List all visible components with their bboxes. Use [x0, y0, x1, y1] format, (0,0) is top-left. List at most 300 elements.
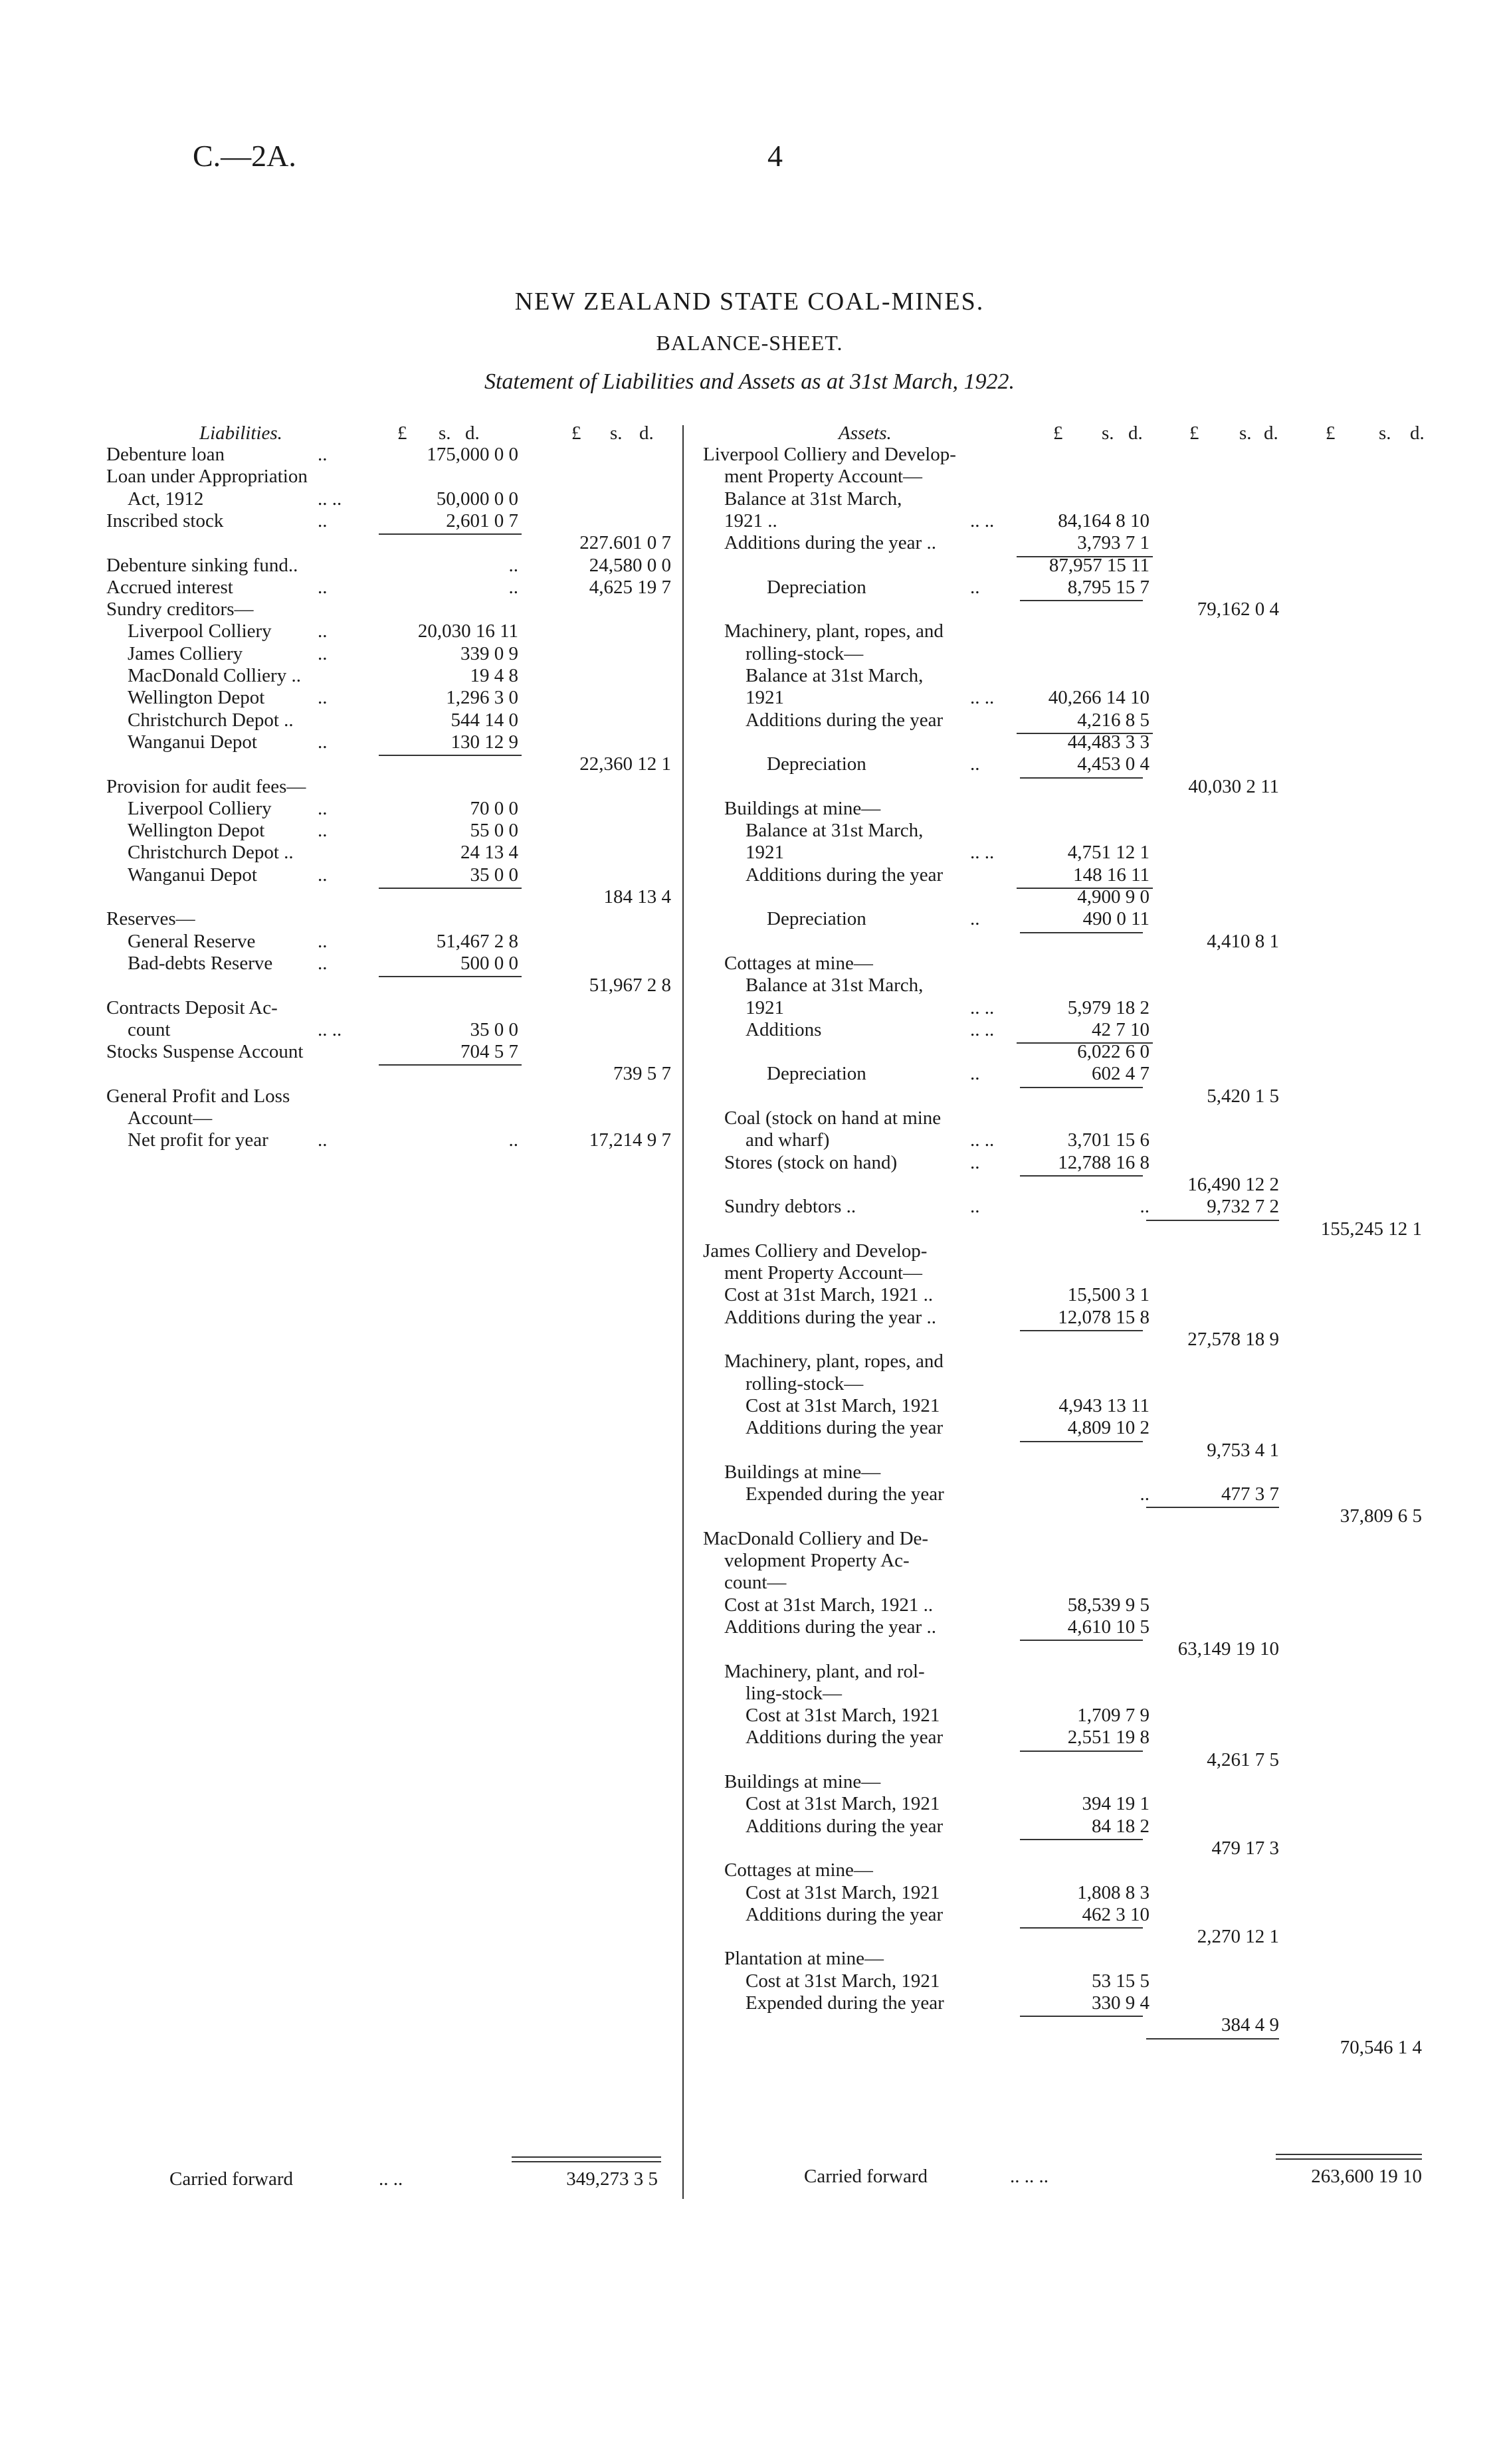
- liabilities-amount-c1: 2,601 0 7: [446, 510, 518, 531]
- assets-row-label: ling-stock—: [746, 1682, 842, 1704]
- assets-row: [0, 2014, 1499, 2036]
- assets-row: [0, 1992, 1499, 2014]
- assets-row: [0, 1572, 1499, 1594]
- assets-total-rule: [1020, 932, 1143, 933]
- liabilities-heading: Liabilities.: [199, 423, 282, 444]
- assets-row-label: Cost at 31st March, 1921: [746, 1881, 940, 1903]
- assets-row-label: Liverpool Colliery and Develop-: [703, 444, 956, 465]
- assets-amount-c1: 4,809 10 2: [1067, 1417, 1149, 1439]
- assets-column-header: d.: [1264, 423, 1278, 444]
- assets-row-label: Machinery, plant, ropes, and: [724, 1351, 944, 1373]
- assets-row: [0, 1904, 1499, 1926]
- assets-row-label: Additions during the year ..: [724, 1616, 936, 1638]
- assets-total-rule: [1017, 556, 1153, 557]
- assets-amount-c1: 602 4 7: [1092, 1063, 1149, 1085]
- assets-total-rule: [1020, 1839, 1143, 1840]
- assets-row-leader: .. ..: [970, 1018, 995, 1040]
- assets-row-label: Depreciation: [767, 908, 866, 930]
- assets-row: [0, 886, 1499, 908]
- assets-row-label: 1921: [746, 687, 784, 709]
- assets-row-label: count—: [724, 1572, 787, 1594]
- assets-column-header: £: [1326, 423, 1336, 444]
- assets-row: [0, 444, 1499, 466]
- assets-amount-c1: 490 0 11: [1082, 908, 1149, 930]
- assets-total-rule: [1020, 2016, 1143, 2017]
- liabilities-row-leader: ..: [318, 952, 328, 974]
- liabilities-amount-c1: ..: [508, 554, 518, 576]
- assets-total-rule: [1020, 1330, 1143, 1331]
- assets-row: [0, 1771, 1499, 1793]
- page-title: NEW ZEALAND STATE COAL-MINES.: [514, 288, 985, 316]
- liabilities-row-leader: ..: [318, 820, 328, 842]
- assets-amount-c2: 63,149 19 10: [1177, 1638, 1279, 1660]
- assets-row-label: Machinery, plant, ropes, and: [724, 620, 944, 642]
- assets-row: [0, 953, 1499, 975]
- assets-row: [0, 1152, 1499, 1174]
- liabilities-row-label: count: [128, 1018, 171, 1040]
- assets-row: [0, 1594, 1499, 1616]
- assets-total-rule: [1020, 1751, 1143, 1752]
- assets-row-label: Balance at 31st March,: [746, 820, 924, 842]
- assets-amount-c1: 1,808 8 3: [1077, 1881, 1149, 1903]
- assets-amount-c2: 9,732 7 2: [1207, 1196, 1279, 1218]
- assets-row-label: ment Property Account—: [724, 1262, 923, 1284]
- assets-row-label: ment Property Account—: [724, 466, 923, 488]
- liabilities-row-leader: ..: [318, 1129, 328, 1151]
- liabilities-amount-c1: 35 0 0: [470, 864, 518, 886]
- assets-row: [0, 1505, 1499, 1527]
- assets-row-label: MacDonald Colliery and De-: [703, 1527, 929, 1549]
- assets-row: [0, 1174, 1499, 1196]
- liabilities-row-label: General Profit and Loss: [106, 1085, 290, 1107]
- assets-row-label: Depreciation: [767, 1063, 866, 1085]
- assets-row-label: Additions during the year ..: [724, 532, 936, 554]
- assets-column-header: £: [1053, 423, 1063, 444]
- assets-row-label: Cost at 31st March, 1921: [746, 1793, 940, 1815]
- assets-row-label: Additions: [746, 1018, 822, 1040]
- assets-row: [0, 1816, 1499, 1838]
- assets-total-rule: [1017, 888, 1153, 889]
- liabilities-column-header: £: [571, 423, 581, 444]
- assets-amount-c1: 8,795 15 7: [1067, 576, 1149, 598]
- assets-row-leader: ..: [970, 1063, 980, 1085]
- liabilities-row-label: Contracts Deposit Ac-: [106, 996, 278, 1018]
- liabilities-amount-c1: 544 14 0: [450, 709, 518, 731]
- liabilities-amount-c2: 227.601 0 7: [579, 532, 671, 554]
- assets-total-rule: [1146, 2038, 1279, 2039]
- assets-amount-c3: 70,546 1 4: [1340, 2036, 1422, 2058]
- assets-column-header: £: [1189, 423, 1199, 444]
- assets-amount-c1: 3,701 15 6: [1067, 1129, 1149, 1151]
- assets-row-label: Additions during the year ..: [724, 1306, 936, 1328]
- liabilities-amount-c1: 175,000 0 0: [427, 444, 518, 465]
- assets-row: [0, 1859, 1499, 1881]
- liabilities-amount-c2: 22,360 12 1: [579, 753, 671, 775]
- assets-amount-c3: 37,809 6 5: [1340, 1505, 1422, 1527]
- assets-row-label: Additions during the year: [746, 709, 944, 731]
- assets-row: [0, 1462, 1499, 1483]
- assets-row: [0, 1749, 1499, 1771]
- assets-row: [0, 842, 1499, 864]
- assets-row: [0, 599, 1499, 620]
- assets-amount-c1: 4,943 13 11: [1058, 1394, 1149, 1416]
- assets-column-header: s.: [1102, 423, 1114, 444]
- liabilities-row-label: Reserves—: [106, 908, 195, 930]
- assets-row-label: Cost at 31st March, 1921: [746, 1394, 940, 1416]
- assets-row-label: Depreciation: [767, 753, 866, 775]
- assets-amount-c1: 4,900 9 0: [1077, 886, 1149, 907]
- assets-column-header: s.: [1239, 423, 1252, 444]
- assets-row-label: Cost at 31st March, 1921 ..: [724, 1594, 934, 1616]
- liabilities-column-header: £: [397, 423, 407, 444]
- assets-row-leader: ..: [970, 576, 980, 598]
- liabilities-row-leader: ..: [318, 731, 328, 753]
- document-reference: C.—2A.: [193, 139, 296, 173]
- assets-row: [0, 1638, 1499, 1660]
- assets-row-label: 1921: [746, 842, 784, 864]
- assets-row: [0, 1329, 1499, 1351]
- assets-row: [0, 1528, 1499, 1550]
- liabilities-amount-c1: 51,467 2 8: [436, 930, 518, 952]
- assets-amount-c2: 9,753 4 1: [1207, 1439, 1279, 1461]
- assets-row: [0, 1395, 1499, 1417]
- liabilities-row-label: Inscribed stock: [106, 510, 224, 531]
- assets-row: [0, 1970, 1499, 1992]
- assets-row-label: Cost at 31st March, 1921 ..: [724, 1284, 934, 1306]
- page-subtitle: BALANCE-SHEET.: [656, 331, 843, 355]
- assets-row: [0, 1793, 1499, 1815]
- assets-row-label: Buildings at mine—: [724, 797, 881, 819]
- liabilities-row-label: James Colliery: [128, 642, 243, 664]
- assets-total-rule: [1020, 1640, 1143, 1641]
- assets-row: [0, 488, 1499, 510]
- liabilities-amount-c1: 704 5 7: [460, 1041, 518, 1063]
- liabilities-row-leader: ..: [318, 444, 328, 465]
- assets-amount-c1: 462 3 10: [1082, 1903, 1149, 1925]
- assets-total-rule: [1017, 1042, 1153, 1044]
- assets-row: [0, 864, 1499, 886]
- page-number: 4: [767, 139, 783, 173]
- assets-row-label: Additions during the year: [746, 1903, 944, 1925]
- assets-row: [0, 577, 1499, 599]
- liabilities-column-header: d.: [639, 423, 654, 444]
- assets-amount-c1: 44,483 3 3: [1067, 731, 1149, 753]
- assets-row-label: Stores (stock on hand): [724, 1151, 898, 1173]
- liabilities-amount-c1: ..: [508, 1129, 518, 1151]
- liabilities-amount-c1: 70 0 0: [470, 797, 518, 819]
- assets-row-label: Expended during the year: [746, 1992, 944, 2014]
- liabilities-carried-forward-total: 349,273 3 5: [566, 2168, 658, 2190]
- assets-amount-c1: 1,709 7 9: [1077, 1705, 1149, 1727]
- assets-row-leader: ..: [970, 1196, 980, 1218]
- assets-amount-c1: 3,793 7 1: [1077, 532, 1149, 554]
- assets-row: [0, 1307, 1499, 1329]
- assets-amount-c1: 84 18 2: [1092, 1815, 1149, 1837]
- assets-row-leader: .. ..: [970, 1129, 995, 1151]
- liabilities-row-label: Wanganui Depot: [128, 864, 257, 886]
- liabilities-row-leader: .. ..: [318, 488, 342, 510]
- assets-row-label: Expended during the year: [746, 1483, 944, 1505]
- liabilities-column-header: s.: [439, 423, 451, 444]
- assets-carried-forward-leader: .. .. ..: [1010, 2166, 1049, 2187]
- assets-row-leader: .. ..: [970, 510, 995, 531]
- assets-column-header: d.: [1128, 423, 1143, 444]
- assets-amount-c1: 4,610 10 5: [1067, 1616, 1149, 1638]
- assets-amount-c1: 6,022 6 0: [1077, 1041, 1149, 1063]
- assets-amount-c1: 148 16 11: [1073, 864, 1149, 886]
- assets-row-label: James Colliery and Develop-: [703, 1240, 928, 1262]
- assets-row: [0, 1086, 1499, 1107]
- assets-amount-c1: 40,266 14 10: [1048, 687, 1149, 709]
- assets-row: [0, 1107, 1499, 1129]
- assets-row-leader: .. ..: [970, 842, 995, 864]
- assets-amount-c1: 58,539 9 5: [1067, 1594, 1149, 1616]
- assets-row: [0, 1440, 1499, 1462]
- assets-row: [0, 1616, 1499, 1638]
- liabilities-row-label: Wellington Depot: [128, 687, 265, 709]
- assets-row: [0, 1661, 1499, 1683]
- assets-amount-c1: 394 19 1: [1082, 1793, 1149, 1815]
- assets-amount-c2: 479 17 3: [1211, 1837, 1279, 1859]
- assets-row: [0, 975, 1499, 996]
- assets-row: [0, 510, 1499, 532]
- liabilities-row-label: Sundry creditors—: [106, 599, 254, 620]
- liabilities-row-leader: ..: [318, 620, 328, 642]
- liabilities-carried-forward-label: Carried forward: [169, 2168, 293, 2190]
- assets-row-label: Balance at 31st March,: [746, 665, 924, 686]
- assets-amount-c1: 4,751 12 1: [1067, 842, 1149, 864]
- liabilities-row-label: Provision for audit fees—: [106, 775, 306, 797]
- assets-row-leader: .. ..: [970, 687, 995, 709]
- assets-amount-c1: ..: [1140, 1196, 1149, 1218]
- liabilities-amount-c2: 739 5 7: [613, 1063, 671, 1085]
- assets-row: [0, 753, 1499, 775]
- assets-total-rule: [1020, 1175, 1143, 1177]
- assets-row-label: Additions during the year: [746, 864, 944, 886]
- assets-column-header: s.: [1379, 423, 1391, 444]
- assets-row: [0, 1284, 1499, 1306]
- assets-row-label: Additions during the year: [746, 1417, 944, 1439]
- assets-amount-c2: 27,578 18 9: [1187, 1329, 1279, 1350]
- assets-row: [0, 620, 1499, 642]
- assets-amount-c1: 15,500 3 1: [1067, 1284, 1149, 1306]
- assets-row-label: Cost at 31st March, 1921: [746, 1970, 940, 1992]
- assets-row: [0, 731, 1499, 753]
- assets-amount-c1: 42 7 10: [1092, 1018, 1149, 1040]
- assets-row-label: Buildings at mine—: [724, 1771, 881, 1792]
- assets-amount-c2: 4,410 8 1: [1207, 930, 1279, 952]
- assets-row-label: Machinery, plant, and rol-: [724, 1660, 925, 1682]
- liabilities-row-leader: ..: [318, 642, 328, 664]
- liabilities-row-label: Wanganui Depot: [128, 731, 257, 753]
- liabilities-column-header: s.: [610, 423, 623, 444]
- assets-row-leader: .. ..: [970, 996, 995, 1018]
- assets-row: [0, 1218, 1499, 1240]
- assets-row-label: Buildings at mine—: [724, 1461, 881, 1483]
- assets-row-label: Plantation at mine—: [724, 1948, 884, 1970]
- assets-amount-c1: 4,453 0 4: [1077, 753, 1149, 775]
- assets-amount-c2: 4,261 7 5: [1207, 1749, 1279, 1770]
- assets-row-label: Depreciation: [767, 576, 866, 598]
- assets-amount-c3: 155,245 12 1: [1320, 1218, 1422, 1240]
- assets-row: [0, 1838, 1499, 1859]
- liabilities-amount-c1: 500 0 0: [460, 952, 518, 974]
- assets-carried-forward-label: Carried forward: [804, 2166, 928, 2187]
- liabilities-row-label: General Reserve: [128, 930, 256, 952]
- assets-amount-c1: 2,551 19 8: [1067, 1727, 1149, 1749]
- liabilities-row-leader: ..: [318, 930, 328, 952]
- assets-row-label: velopment Property Ac-: [724, 1550, 910, 1571]
- assets-row: [0, 643, 1499, 665]
- assets-row-label: Sundry debtors ..: [724, 1196, 856, 1218]
- liabilities-column-header: d.: [465, 423, 480, 444]
- assets-amount-c2: 384 4 9: [1221, 2014, 1279, 2036]
- assets-amount-c2: 477 3 7: [1221, 1483, 1279, 1505]
- assets-row-label: Balance at 31st March,: [746, 975, 924, 996]
- liabilities-row-leader: ..: [318, 576, 328, 598]
- liabilities-row-leader: ..: [318, 510, 328, 531]
- liabilities-amount-c2: 184 13 4: [603, 886, 671, 907]
- assets-row: [0, 1727, 1499, 1749]
- assets-row: [0, 997, 1499, 1019]
- assets-amount-c2: 2,270 12 1: [1197, 1926, 1279, 1948]
- assets-row: [0, 776, 1499, 798]
- assets-row: [0, 2037, 1499, 2059]
- liabilities-row-label: Act, 1912: [128, 488, 204, 510]
- liabilities-amount-c1: 1,296 3 0: [446, 687, 518, 709]
- liabilities-amount-c2: 17,214 9 7: [589, 1129, 671, 1151]
- column-divider: [682, 425, 684, 2199]
- assets-row-label: 1921 ..: [724, 510, 777, 531]
- assets-row-label: Additions during the year: [746, 1727, 944, 1749]
- assets-row: [0, 1705, 1499, 1727]
- assets-amount-c1: 87,957 15 11: [1049, 554, 1149, 576]
- liabilities-amount-c1: 339 0 9: [460, 642, 518, 664]
- assets-row-label: Cottages at mine—: [724, 1859, 873, 1881]
- liabilities-amount-c2: 4,625 19 7: [589, 576, 671, 598]
- liabilities-double-rule: [512, 2156, 661, 2158]
- liabilities-row-label: Account—: [128, 1107, 213, 1129]
- liabilities-row-leader: ..: [318, 687, 328, 709]
- assets-row: [0, 710, 1499, 731]
- assets-total-rule: [1020, 1927, 1143, 1929]
- assets-row: [0, 1196, 1499, 1218]
- liabilities-row-label: Liverpool Colliery: [128, 620, 272, 642]
- assets-amount-c1: 4,216 8 5: [1077, 709, 1149, 731]
- assets-amount-c1: 53 15 5: [1092, 1970, 1149, 1992]
- liabilities-row-label: Loan under Appropriation: [106, 466, 308, 488]
- assets-row: [0, 908, 1499, 930]
- assets-row-leader: ..: [970, 753, 980, 775]
- liabilities-amount-c1: 24 13 4: [460, 842, 518, 864]
- liabilities-row-label: Net profit for year: [128, 1129, 268, 1151]
- assets-row: [0, 1550, 1499, 1572]
- assets-amount-c1: 330 9 4: [1092, 1992, 1149, 2014]
- assets-row: [0, 1926, 1499, 1948]
- assets-column-header: d.: [1410, 423, 1425, 444]
- liabilities-carried-forward-leader: .. ..: [379, 2168, 403, 2190]
- assets-row-label: Balance at 31st March,: [724, 488, 902, 510]
- liabilities-row-label: MacDonald Colliery ..: [128, 665, 301, 686]
- assets-carried-forward-row: [0, 2166, 1499, 2188]
- liabilities-amount-c1: 35 0 0: [470, 1018, 518, 1040]
- assets-amount-c2: 40,030 2 11: [1188, 775, 1279, 797]
- assets-row: [0, 1417, 1499, 1439]
- assets-double-rule: [1276, 2154, 1422, 2155]
- assets-heading: Assets.: [839, 423, 892, 444]
- assets-row: [0, 555, 1499, 577]
- assets-row: [0, 1041, 1499, 1063]
- assets-row: [0, 687, 1499, 709]
- assets-amount-c1: 12,078 15 8: [1058, 1306, 1149, 1328]
- liabilities-amount-c1: 20,030 16 11: [417, 620, 518, 642]
- assets-row-leader: ..: [970, 1151, 980, 1173]
- liabilities-row-label: Debenture loan: [106, 444, 225, 465]
- assets-total-rule: [1020, 1087, 1143, 1088]
- assets-row: [0, 820, 1499, 842]
- liabilities-row-leader: .. ..: [318, 1018, 342, 1040]
- liabilities-row-label: Christchurch Depot ..: [128, 709, 294, 731]
- assets-amount-c1: 5,979 18 2: [1067, 996, 1149, 1018]
- liabilities-row-label: Bad-debts Reserve: [128, 952, 273, 974]
- assets-row-label: 1921: [746, 996, 784, 1018]
- assets-row-leader: ..: [970, 908, 980, 930]
- assets-row: [0, 1683, 1499, 1705]
- assets-row: [0, 1948, 1499, 1970]
- assets-row: [0, 466, 1499, 488]
- assets-row-label: rolling-stock—: [746, 1373, 864, 1394]
- assets-row: [0, 1483, 1499, 1505]
- liabilities-amount-c1: 55 0 0: [470, 820, 518, 842]
- assets-row-label: Coal (stock on hand at mine: [724, 1107, 942, 1129]
- liabilities-row-leader: ..: [318, 864, 328, 886]
- liabilities-amount-c1: 50,000 0 0: [436, 488, 518, 510]
- liabilities-amount-c1: ..: [508, 576, 518, 598]
- assets-row: [0, 665, 1499, 687]
- assets-row: [0, 1240, 1499, 1262]
- liabilities-amount-c2: 24,580 0 0: [589, 554, 671, 576]
- assets-double-rule: [1276, 2158, 1422, 2160]
- assets-row-label: Additions during the year: [746, 1815, 944, 1837]
- assets-amount-c1: 84,164 8 10: [1058, 510, 1149, 531]
- assets-row: [0, 931, 1499, 953]
- liabilities-amount-c2: 51,967 2 8: [589, 975, 671, 996]
- assets-total-rule: [1020, 600, 1143, 601]
- liabilities-row-label: Wellington Depot: [128, 820, 265, 842]
- assets-amount-c1: ..: [1140, 1483, 1149, 1505]
- assets-total-rule: [1146, 1220, 1279, 1221]
- liabilities-row-label: Liverpool Colliery: [128, 797, 272, 819]
- assets-row: [0, 1019, 1499, 1041]
- assets-total-rule: [1017, 733, 1153, 734]
- assets-total-rule: [1020, 777, 1143, 779]
- assets-row: [0, 532, 1499, 554]
- assets-row: [0, 1063, 1499, 1085]
- liabilities-amount-c1: 130 12 9: [450, 731, 518, 753]
- statement-heading: Statement of Liabilities and Assets as at 31st March, 1922.: [484, 369, 1015, 394]
- assets-amount-c2: 16,490 12 2: [1187, 1173, 1279, 1195]
- liabilities-row-label: Accrued interest: [106, 576, 233, 598]
- assets-row: [0, 798, 1499, 820]
- assets-row: [0, 1373, 1499, 1395]
- liabilities-row-leader: ..: [318, 797, 328, 819]
- assets-row-label: and wharf): [746, 1129, 830, 1151]
- assets-row: [0, 1129, 1499, 1151]
- liabilities-row-label: Christchurch Depot ..: [128, 842, 294, 864]
- assets-row-label: Cottages at mine—: [724, 952, 873, 974]
- liabilities-row-label: Stocks Suspense Account: [106, 1041, 304, 1063]
- liabilities-row-label: Debenture sinking fund..: [106, 554, 298, 576]
